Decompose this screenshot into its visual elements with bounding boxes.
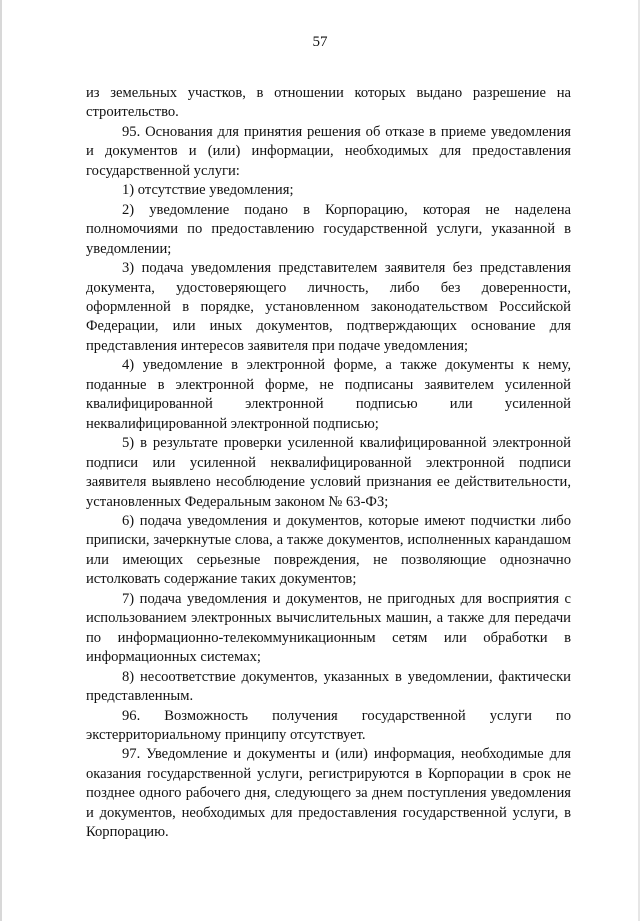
list-item-3: 3) подача уведомления представителем заявителя без представления документа, удостоверяющего личность, либо без доверенности, оформленной в порядке, установленном законодательством Российской Федерации, или иных документов, подтверждающих основание для представления интересов заявителя при подаче уведомления; — [86, 260, 571, 354]
list-item-4: 4) уведомление в электронной форме, а также документы к нему, поданные в электронной форме, не подписаны заявителем усиленной квалифицированной электронной подписью или усиленной неквалифицированной электронной подписью; — [86, 357, 571, 432]
list-item-7: 7) подача уведомления и документов, не пригодных для восприятия с использованием электронных вычислительных машин, а также для передачи по информационно-телекоммуникационным сетям или обработки в информационных системах; — [86, 590, 571, 666]
paragraph-item-95: 95. Основания для принятия решения об отказе в приеме уведомления и документов и (или) информации, необходимых для предоставления государственной услуги: — [86, 123, 571, 179]
list-item-5: 5) в результате проверки усиленной квалифицированной электронной подписи или усиленной неквалифицированной электронной подписи заявителя выявлено несоблюдение условий признания ее действительности, установленных Федеральным законом № 63-ФЗ; — [86, 435, 571, 510]
list-item-2: 2) уведомление подано в Корпорацию, которая не наделена полномочиями по предоставлению государственной услуги, указанной в уведомлении; — [86, 201, 571, 257]
document-body — [86, 84, 571, 843]
page-number: 57 — [312, 34, 328, 50]
paragraph-continuation: из земельных участков, в отношении которых выдано разрешение на строительство. — [86, 85, 571, 121]
paragraph-item-96: 96. Возможность получения государственной услуги по экстерриториальному принципу отсутствует. — [86, 707, 571, 743]
scan-left-edge — [0, 0, 2, 921]
paragraph-item-97: 97. Уведомление и документы и (или) информация, необходимые для оказания государственной услуги, регистрируются в Корпорации в срок не позднее одного рабочего дня, следующего за днем поступления уведомления и документов, необходимых для предоставления государственной услуги, в Корпорацию. — [86, 746, 571, 841]
list-item-8: 8) несоответствие документов, указанных в уведомлении, фактически представленным. — [86, 668, 571, 705]
list-item-1: 1) отсутствие уведомления; — [122, 182, 294, 199]
list-item-6: 6) подача уведомления и документов, которые имеют подчистки либо приписки, зачеркнутые слова, а также документов, исполненных карандашом или имеющих серьезные повреждения, не позволяющие однозначно истолковать содержание таких документов; — [86, 512, 571, 588]
